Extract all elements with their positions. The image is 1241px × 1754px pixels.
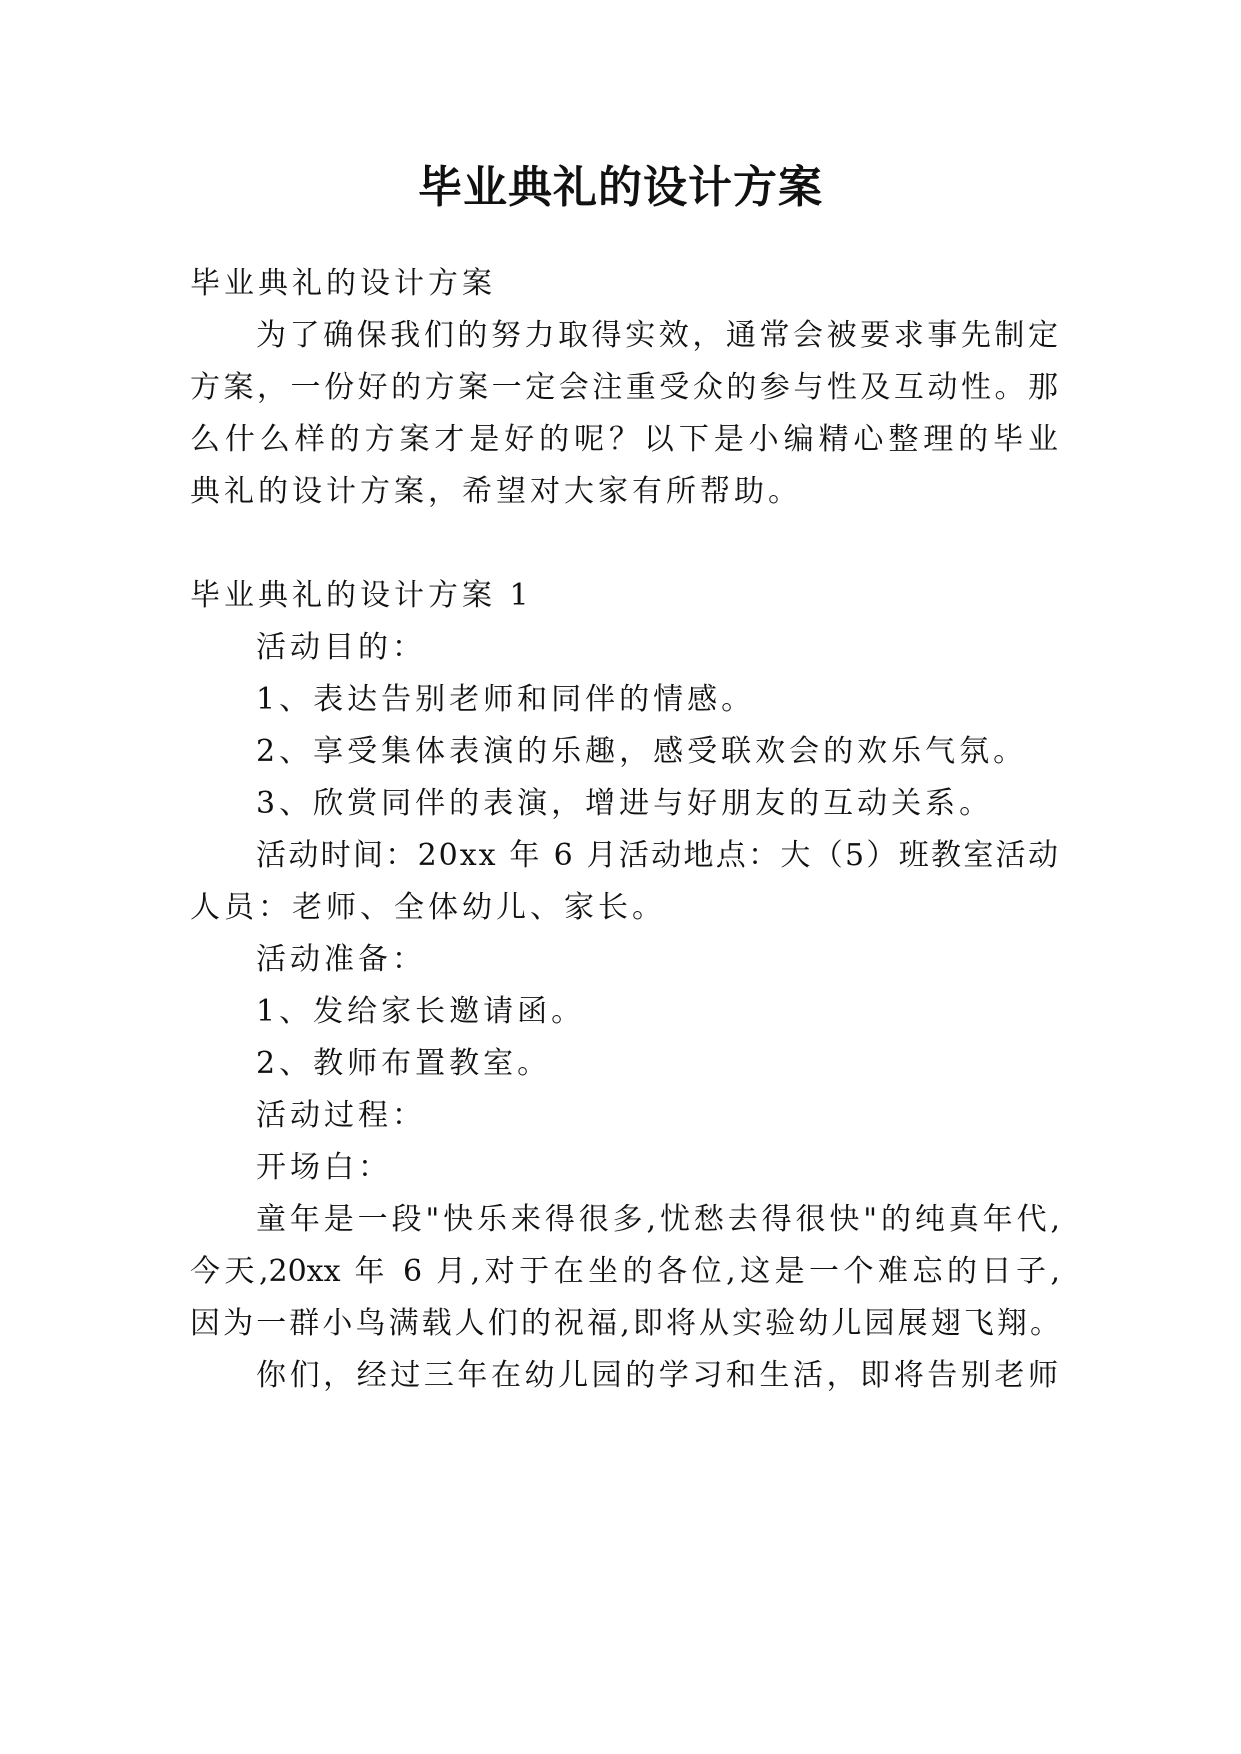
paragraph-line: 因为一群小鸟满载人们的祝福,即将从实验幼儿园展翅飞翔。 [190, 1306, 1060, 1341]
paragraph-line: 2、教师布置教室。 [256, 1046, 552, 1081]
paragraph-line: 活动目的： [256, 630, 426, 665]
section-heading: 毕业典礼的设计方案 1 [190, 578, 533, 613]
document-title: 毕业典礼的设计方案 [418, 162, 823, 213]
paragraph-line: 童年是一段"快乐来得很多,忧愁去得很快"的纯真年代, [256, 1202, 1060, 1237]
paragraph-line: 2、享受集体表演的乐趣，感受联欢会的欢乐气氛。 [256, 734, 1028, 769]
paragraph-line: 3、欣赏同伴的表演，增进与好朋友的互动关系。 [256, 786, 994, 821]
paragraph-line: 1、发给家长邀请函。 [256, 994, 586, 1029]
paragraph-line: 开场白： [256, 1150, 392, 1185]
paragraph-line: 今天,20xx 年 6 月,对于在坐的各位,这是一个难忘的日子, [190, 1254, 1060, 1289]
paragraph-line: 活动过程： [256, 1098, 426, 1133]
paragraph-line: 么什么样的方案才是好的呢？以下是小编精心整理的毕业 [190, 422, 1060, 457]
paragraph-line: 活动时间：20xx 年 6 月活动地点：大（5）班教室活动 [256, 838, 1060, 873]
paragraph-line: 方案，一份好的方案一定会注重受众的参与性及互动性。那 [190, 370, 1060, 405]
paragraph-line: 你们，经过三年在幼儿园的学习和生活，即将告别老师 [256, 1358, 1060, 1393]
paragraph-line: 1、表达告别老师和同伴的情感。 [256, 682, 756, 717]
paragraph-line: 为了确保我们的努力取得实效，通常会被要求事先制定 [256, 318, 1060, 353]
paragraph-line: 典礼的设计方案，希望对大家有所帮助。 [190, 474, 802, 509]
paragraph-line: 活动准备： [256, 942, 426, 977]
paragraph-line: 人员：老师、全体幼儿、家长。 [190, 890, 666, 925]
subtitle-line: 毕业典礼的设计方案 [190, 266, 496, 301]
